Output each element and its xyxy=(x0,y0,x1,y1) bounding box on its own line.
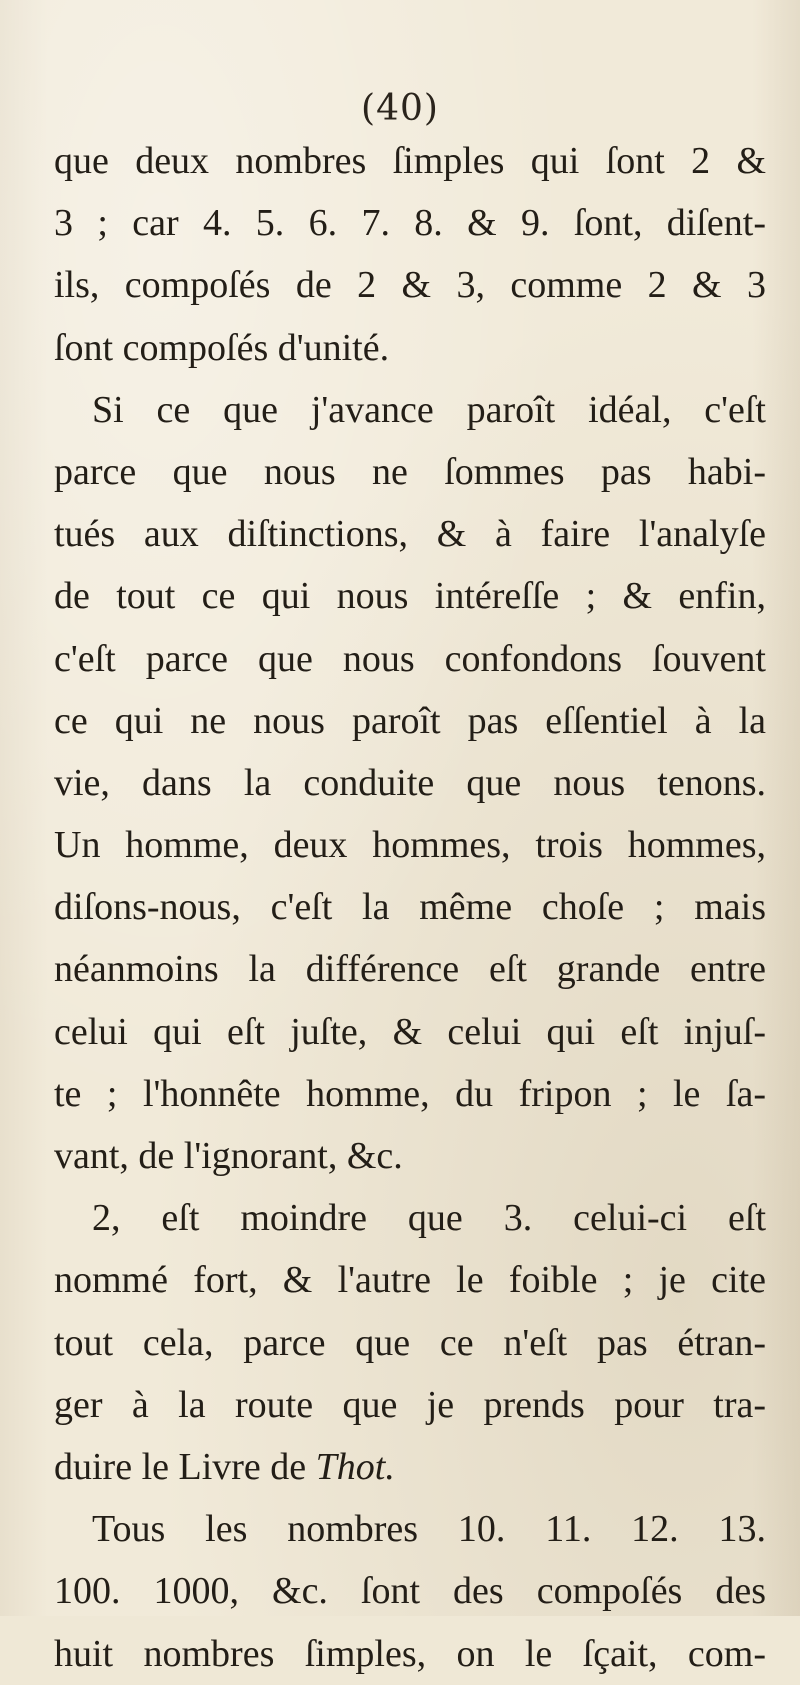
text-line: de tout ce qui nous intéreſſe ; & enfin, xyxy=(54,575,766,618)
text-line: 2, eſt moindre que 3. celui-ci eſt xyxy=(92,1197,766,1240)
text-line: huit nombres ſimples, on le ſçait, com- xyxy=(54,1632,766,1675)
text-line: ger à la route que je prends pour tra- xyxy=(54,1383,766,1426)
text-line: vie, dans la conduite que nous tenons. xyxy=(54,761,766,804)
text-line: ſont compoſés d'unité. xyxy=(54,326,390,369)
text-line: parce que nous ne ſommes pas habi- xyxy=(54,450,766,493)
text-line: 100. 1000, &c. ſont des compoſés des xyxy=(54,1570,766,1613)
text-line: tués aux diſtinctions, & à faire l'analyſe xyxy=(54,513,766,556)
text-line: diſons-nous, c'eſt la même choſe ; mais xyxy=(54,886,766,929)
text-line: ce qui ne nous paroît pas eſſentiel à la xyxy=(54,699,766,742)
text-line: Tous les nombres 10. 11. 12. 13. xyxy=(92,1508,766,1551)
text-line xyxy=(54,1436,766,1498)
text-line: Un homme, deux hommes, trois hommes, xyxy=(54,824,766,867)
text-line: néanmoins la différence eſt grande entre xyxy=(54,948,766,991)
text-line: ils, compoſés de 2 & 3, comme 2 & 3 xyxy=(54,264,766,307)
text-line-start: duire le Livre de xyxy=(54,1445,307,1488)
text-line: 3 ; car 4. 5. 6. 7. 8. & 9. ſont, diſent- xyxy=(54,202,766,245)
text-line: Si ce que j'avance paroît idéal, c'eſt xyxy=(92,388,766,431)
text-line: que deux nombres ſimples qui ſont 2 & xyxy=(54,140,766,182)
page-number: (40) xyxy=(361,88,439,129)
text-line: celui qui eſt juſte, & celui qui eſt injuſ- xyxy=(54,1010,766,1053)
text-line: te ; l'honnête homme, du fripon ; le ſa- xyxy=(54,1072,766,1115)
text-line: vant, de l'ignorant, &c. xyxy=(54,1135,403,1177)
body-text xyxy=(54,130,766,1685)
book-title: Thot. xyxy=(315,1445,395,1488)
text-line: tout cela, parce que ce n'eſt pas étran- xyxy=(54,1321,766,1364)
text-line: c'eſt parce que nous confondons ſouvent xyxy=(54,637,766,680)
text-line: nommé fort, & l'autre le foible ; je cite xyxy=(54,1259,766,1302)
